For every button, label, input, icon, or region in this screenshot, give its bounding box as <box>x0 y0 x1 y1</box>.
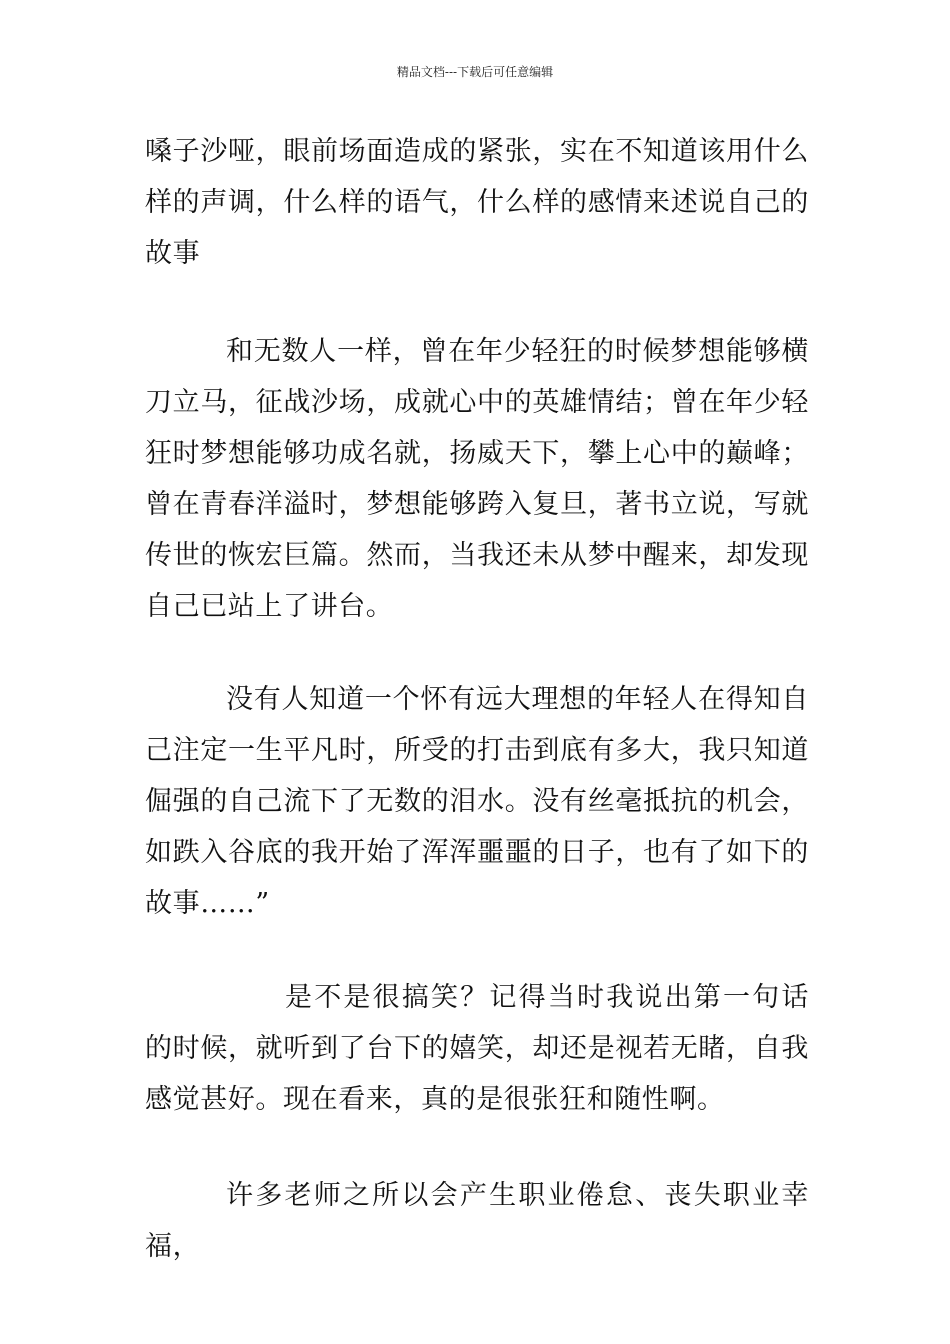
paragraph-3: 没有人知道一个怀有远大理想的年轻人在得知自己注定一生平凡时，所受的打击到底有多大，我只知道倔强的自己流下了无数的泪水。没有丝毫抵抗的机会，如跌入谷底的我开始了浑浑噩噩的日子，也有了如下的故事……” <box>145 684 809 919</box>
paragraph-1: 嗓子沙哑，眼前场面造成的紧张，实在不知道该用什么样的声调，什么样的语气，什么样的感情来述说自己的故事 <box>145 136 809 269</box>
paragraph-2: 和无数人一样，曾在年少轻狂的时候梦想能够横刀立马，征战沙场，成就心中的英雄情结；曾在年少轻狂时梦想能够功成名就，扬威天下，攀上心中的巅峰；曾在青春洋溢时，梦想能够跨入复旦，著书立说，写就传世的恢宏巨篇。然而，当我还未从梦中醒来，却发现自己已站上了讲台。 <box>145 336 809 622</box>
paragraph-4: 是不是很搞笑？记得当时我说出第一句话的时候，就听到了台下的嬉笑，却还是视若无睹，自我感觉甚好。现在看来，真的是很张狂和随性啊。 <box>145 982 809 1115</box>
paragraph-5: 许多老师之所以会产生职业倦怠、丧失职业幸福， <box>145 1180 809 1262</box>
page-header: 精品文档---下载后可任意编辑 <box>396 65 554 79</box>
